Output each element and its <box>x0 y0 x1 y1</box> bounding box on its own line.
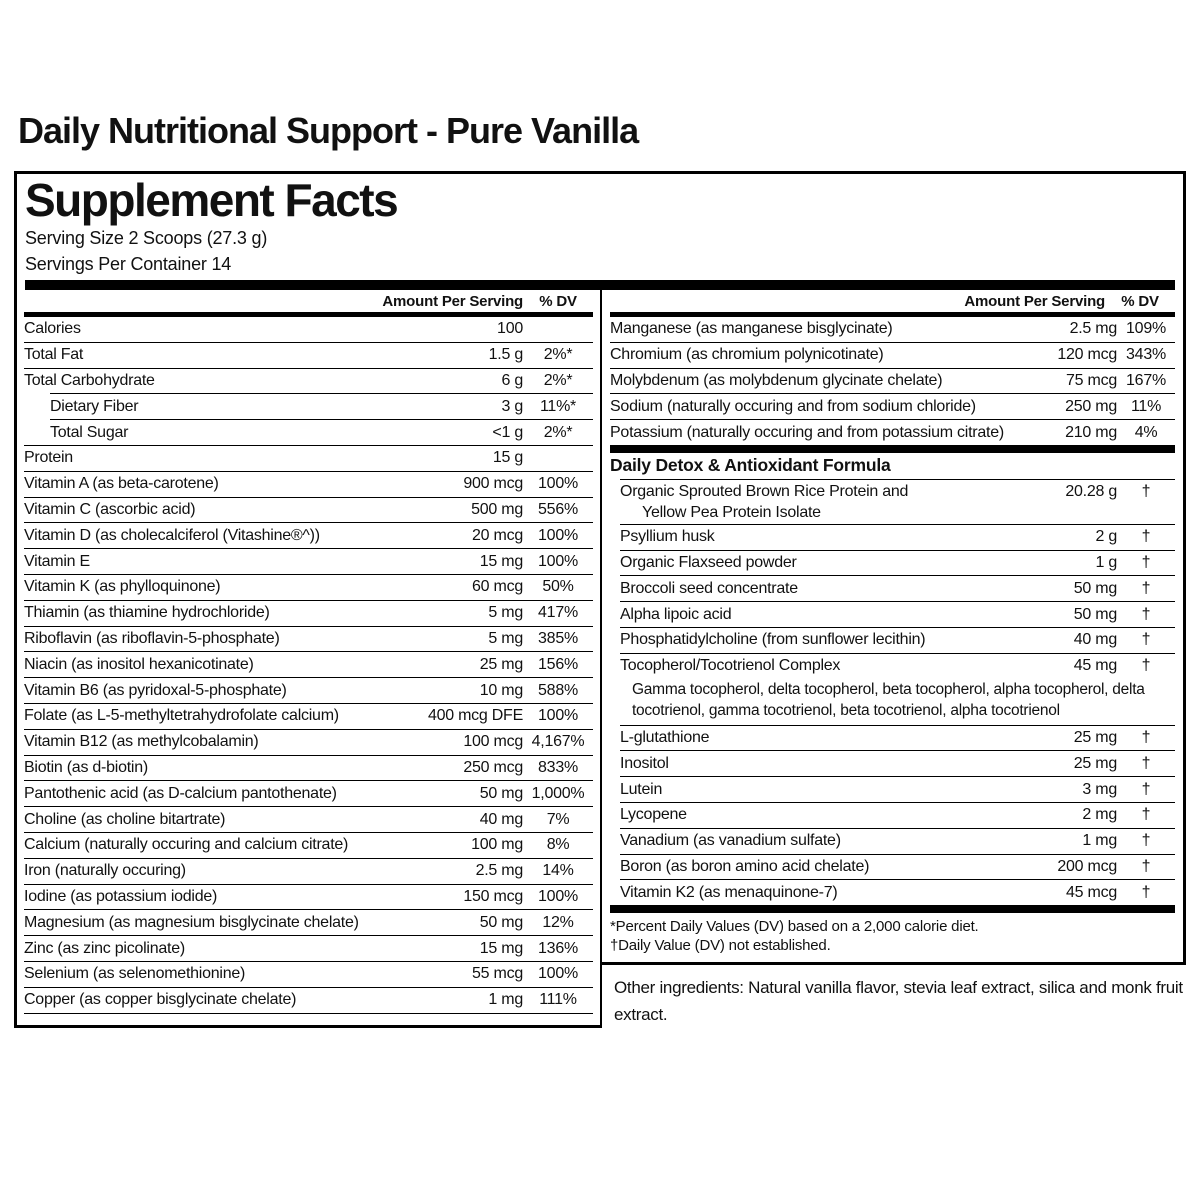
ingredient-amount: 40 mg <box>479 810 523 828</box>
ingredient-dv: 109% <box>1126 320 1166 338</box>
ingredient-amount: 10 mg <box>479 681 523 699</box>
ingredient-name: Vitamin B12 (as methylcobalamin) <box>24 733 259 751</box>
table-row <box>24 884 593 910</box>
table-row <box>24 574 593 600</box>
ingredient-amount: 1 mg <box>1082 832 1117 850</box>
ingredient-name: Boron (as boron amino acid chelate) <box>620 857 870 875</box>
other-ingredients: Other ingredients: Natural vanilla flavor, stevia leaf extract, silica and monk fruit extract. <box>614 978 1183 1025</box>
supplement-facts-title: Supplement Facts <box>25 174 398 226</box>
table-row <box>620 776 1175 802</box>
ingredient-name: Biotin (as d-biotin) <box>24 758 148 776</box>
ingredient-dv: 385% <box>538 629 578 647</box>
ingredient-dv: 12% <box>542 913 574 931</box>
ingredient-dv: 11% <box>1130 397 1162 415</box>
ingredient-amount: 55 mcg <box>472 965 523 983</box>
table-row <box>620 725 1175 751</box>
ingredient-dv: 4,167% <box>531 733 585 751</box>
left-column-header <box>24 290 593 312</box>
ingredient-name: Vitamin K2 (as menaquinone-7) <box>620 883 838 901</box>
ingredient-name: Zinc (as zinc picolinate) <box>24 939 185 957</box>
ingredient-name: Copper (as copper bisglycinate chelate) <box>24 991 297 1009</box>
table-row <box>610 342 1175 368</box>
ingredient-dv: 343% <box>1126 346 1166 364</box>
ingredient-name: Choline (as choline bitartrate) <box>24 810 226 828</box>
ingredient-amount: 2.5 mg <box>1069 320 1117 338</box>
ingredient-amount: 150 mcg <box>463 887 523 905</box>
ingredient-dv: 2%* <box>543 371 573 389</box>
ingredient-amount: <1 g <box>492 423 523 441</box>
ingredient-amount: 25 mg <box>1073 754 1117 772</box>
page-title: Daily Nutritional Support - Pure Vanilla <box>18 110 639 151</box>
ingredient-amount: 120 mcg <box>1057 346 1117 364</box>
ingredient-dv: † <box>1141 754 1151 772</box>
ingredient-dv: 111% <box>539 991 577 1009</box>
serving-size: Serving Size 2 Scoops (27.3 g) <box>25 227 268 248</box>
ingredient-amount: 5 mg <box>488 604 523 622</box>
ingredient-name: Riboflavin (as riboflavin-5-phosphate) <box>24 629 280 647</box>
ingredient-dv: † <box>1141 780 1151 798</box>
ingredient-amount: 200 mcg <box>1057 857 1117 875</box>
ingredient-dv: † <box>1141 579 1151 597</box>
ingredient-name: Vitamin C (ascorbic acid) <box>24 500 196 518</box>
table-row <box>620 550 1175 576</box>
ingredient-name: Organic Flaxseed powder <box>620 553 797 571</box>
divider-bar-thick <box>610 905 1175 913</box>
ingredient-dv: 417% <box>538 604 578 622</box>
table-row <box>24 600 593 626</box>
ingredient-dv: 4% <box>1134 423 1158 441</box>
ingredient-dv: 833% <box>538 758 578 776</box>
ingredient-dv: † <box>1141 553 1151 571</box>
table-row <box>610 368 1175 394</box>
ingredient-amount: 250 mcg <box>463 758 523 776</box>
footnotes <box>610 913 1175 962</box>
table-row <box>620 575 1175 601</box>
ingredient-dv: † <box>1141 528 1151 546</box>
ingredient-dv: 14% <box>542 862 574 880</box>
table-row <box>610 317 1175 342</box>
table-row <box>24 909 593 935</box>
table-row <box>620 627 1175 653</box>
ingredient-dv: 156% <box>538 655 578 673</box>
table-row <box>50 419 593 445</box>
ingredient-name: Total Fat <box>24 346 84 364</box>
table-row <box>24 677 593 703</box>
ingredient-amount: 15 mg <box>479 939 523 957</box>
ingredient-amount: 500 mg <box>471 500 523 518</box>
table-row <box>24 548 593 574</box>
ingredient-name: Folate (as L-5-methyltetrahydrofolate calcium) <box>24 707 339 725</box>
ingredient-amount: 50 mg <box>479 913 523 931</box>
ingredient-amount: 1 g <box>1095 553 1117 571</box>
ingredient-name: Vitamin D (as cholecalciferol (Vitashine®^)) <box>24 526 320 544</box>
ingredient-amount: 50 mg <box>1073 605 1117 623</box>
ingredient-sub-components: Gamma tocopherol, delta tocopherol, beta tocopherol, alpha tocopherol, delta tocotrienol, gamma tocotrienol, beta tocotrienol, alpha tocotrienol <box>632 680 1145 720</box>
right-mineral-rows <box>610 317 1175 445</box>
ingredient-name: Dietary Fiber <box>50 397 139 415</box>
bottom-spacer <box>24 1013 593 1025</box>
ingredient-dv: 1,000% <box>531 784 585 802</box>
ingredient-dv: † <box>1141 605 1151 623</box>
ingredient-dv: † <box>1141 631 1151 649</box>
ingredient-name: Potassium (naturally occuring and from potassium citrate) <box>610 423 1004 441</box>
ingredient-dv: 7% <box>546 810 570 828</box>
ingredient-amount: 25 mg <box>1073 728 1117 746</box>
ingredient-amount: 20 mcg <box>472 526 523 544</box>
ingredient-amount: 3 g <box>501 397 523 415</box>
table-row <box>24 755 593 781</box>
ingredient-amount: 2 mg <box>1082 806 1117 824</box>
ingredient-name: Calories <box>24 320 81 338</box>
ingredient-name: Selenium (as selenomethionine) <box>24 965 246 983</box>
ingredient-name: Pantothenic acid (as D-calcium pantothenate) <box>24 784 337 802</box>
ingredient-dv: 100% <box>538 475 578 493</box>
ingredient-amount: 40 mg <box>1073 631 1117 649</box>
ingredient-amount: 15 mg <box>479 552 523 570</box>
ingredient-amount: 50 mg <box>479 784 523 802</box>
ingredient-dv: 2%* <box>543 346 573 364</box>
ingredient-amount: 25 mg <box>479 655 523 673</box>
ingredient-name: L-glutathione <box>620 728 710 746</box>
detox-rows <box>610 479 1175 905</box>
table-row <box>620 828 1175 854</box>
ingredient-name: Vitamin K (as phylloquinone) <box>24 578 221 596</box>
ingredient-amount: 45 mg <box>1073 657 1117 675</box>
table-row <box>24 987 593 1013</box>
supplement-facts-header <box>14 171 1186 290</box>
table-row <box>24 497 593 523</box>
ingredient-dv: 2%* <box>543 423 573 441</box>
table-row <box>24 522 593 548</box>
table-row <box>610 393 1175 419</box>
ingredient-name-line2: Yellow Pea Protein Isolate <box>642 504 821 522</box>
ingredient-dv: † <box>1141 657 1151 675</box>
table-row <box>24 342 593 368</box>
ingredient-name: Total Sugar <box>50 423 129 441</box>
table-row <box>24 858 593 884</box>
ingredient-dv: † <box>1141 883 1151 901</box>
ingredient-dv: † <box>1141 728 1151 746</box>
ingredient-amount: 100 mg <box>471 836 523 854</box>
table-row <box>24 703 593 729</box>
detox-section-heading: Daily Detox & Antioxidant Formula <box>610 455 891 476</box>
left-column <box>14 290 602 1028</box>
ingredient-amount: 100 <box>497 320 523 338</box>
divider-bar-thick <box>610 445 1175 453</box>
table-row <box>24 729 593 755</box>
right-column-header <box>610 290 1175 312</box>
ingredient-amount: 3 mg <box>1082 780 1117 798</box>
ingredient-name: Manganese (as manganese bisglycinate) <box>610 320 893 338</box>
table-row <box>50 393 593 419</box>
ingredient-dv: 100% <box>538 965 578 983</box>
ingredient-amount: 250 mg <box>1065 397 1117 415</box>
ingredient-amount: 5 mg <box>488 629 523 647</box>
table-row <box>610 419 1175 445</box>
ingredient-name: Psyllium husk <box>620 528 715 546</box>
ingredient-name: Magnesium (as magnesium bisglycinate chelate) <box>24 913 359 931</box>
ingredient-name: Lutein <box>620 780 663 798</box>
ingredient-name: Lycopene <box>620 806 687 824</box>
ingredient-dv: † <box>1141 832 1151 850</box>
ingredient-dv: 11%* <box>539 397 577 415</box>
table-row <box>24 961 593 987</box>
footnote-percent-dv: *Percent Daily Values (DV) based on a 2,000 calorie diet. <box>610 918 979 936</box>
ingredient-amount: 45 mcg <box>1066 883 1117 901</box>
facts-columns <box>14 290 1186 1028</box>
ingredient-dv: 8% <box>546 836 570 854</box>
ingredient-amount: 210 mg <box>1065 423 1117 441</box>
ingredient-amount: 2.5 mg <box>475 862 523 880</box>
ingredient-dv: 100% <box>538 526 578 544</box>
ingredient-name: Vitamin A (as beta-carotene) <box>24 475 219 493</box>
ingredient-name: Niacin (as inositol hexanicotinate) <box>24 655 254 673</box>
ingredient-dv: 100% <box>538 887 578 905</box>
table-row <box>24 651 593 677</box>
ingredient-name: Inositol <box>620 754 669 772</box>
ingredient-amount: 400 mcg DFE <box>427 707 523 725</box>
amount-per-serving-label: Amount Per Serving <box>964 292 1105 310</box>
table-row <box>620 750 1175 776</box>
table-row <box>24 806 593 832</box>
ingredient-name: Iodine (as potassium iodide) <box>24 887 218 905</box>
table-row <box>620 601 1175 627</box>
table-row <box>24 471 593 497</box>
percent-dv-label: % DV <box>1121 292 1159 310</box>
ingredient-name: Phosphatidylcholine (from sunflower lecithin) <box>620 631 926 649</box>
ingredient-amount: 15 g <box>492 449 523 467</box>
ingredient-dv: † <box>1141 857 1151 875</box>
ingredient-amount: 75 mcg <box>1066 371 1117 389</box>
ingredient-name: Sodium (naturally occuring and from sodium chloride) <box>610 397 976 415</box>
ingredient-name: Vitamin B6 (as pyridoxal-5-phosphate) <box>24 681 287 699</box>
table-row <box>24 935 593 961</box>
right-column-box <box>602 290 1186 965</box>
ingredient-amount: 20.28 g <box>1065 483 1117 501</box>
ingredient-name: Alpha lipoic acid <box>620 605 732 623</box>
table-row <box>24 832 593 858</box>
ingredient-amount: 2 g <box>1095 528 1117 546</box>
table-row <box>620 802 1175 828</box>
table-row <box>620 524 1175 550</box>
table-row <box>24 626 593 652</box>
ingredient-dv: 588% <box>538 681 578 699</box>
ingredient-name: Molybdenum (as molybdenum glycinate chelate) <box>610 371 943 389</box>
ingredient-name: Chromium (as chromium polynicotinate) <box>610 346 884 364</box>
ingredient-amount: 1 mg <box>488 991 523 1009</box>
ingredient-name: Iron (naturally occuring) <box>24 862 186 880</box>
ingredient-name: Thiamin (as thiamine hydrochloride) <box>24 604 270 622</box>
table-row <box>24 780 593 806</box>
ingredient-dv: 50% <box>542 578 574 596</box>
ingredient-dv: 556% <box>538 500 578 518</box>
footnote-dagger: †Daily Value (DV) not established. <box>610 937 831 955</box>
ingredient-dv: 136% <box>538 939 578 957</box>
ingredient-amount: 6 g <box>501 371 523 389</box>
ingredient-name: Tocopherol/Tocotrienol Complex <box>620 657 841 675</box>
ingredient-amount: 50 mg <box>1073 579 1117 597</box>
table-row <box>620 879 1175 905</box>
amount-per-serving-label: Amount Per Serving <box>382 292 523 310</box>
table-row <box>620 854 1175 880</box>
ingredient-name: Broccoli seed concentrate <box>620 579 798 597</box>
ingredient-dv: † <box>1141 483 1151 501</box>
table-row <box>620 479 1175 524</box>
right-column <box>602 290 1186 1028</box>
table-row <box>24 368 593 394</box>
ingredient-name: Protein <box>24 449 73 467</box>
table-row <box>24 445 593 471</box>
ingredient-amount: 60 mcg <box>472 578 523 596</box>
ingredient-amount: 900 mcg <box>463 475 523 493</box>
left-rows <box>24 317 593 1013</box>
table-row <box>620 653 1175 725</box>
ingredient-dv: † <box>1141 806 1151 824</box>
percent-dv-label: % DV <box>539 292 577 310</box>
servings-per-container: Servings Per Container 14 <box>25 253 232 274</box>
ingredient-dv: 100% <box>538 552 578 570</box>
ingredient-name: Total Carbohydrate <box>24 371 155 389</box>
ingredient-dv: 100% <box>538 707 578 725</box>
ingredient-dv: 167% <box>1126 371 1166 389</box>
ingredient-name: Vanadium (as vanadium sulfate) <box>620 832 841 850</box>
ingredient-name: Vitamin E <box>24 552 90 570</box>
ingredient-amount: 100 mcg <box>463 733 523 751</box>
ingredient-name: Organic Sprouted Brown Rice Protein and <box>620 483 909 501</box>
ingredient-name: Calcium (naturally occuring and calcium citrate) <box>24 836 349 854</box>
ingredient-amount: 1.5 g <box>488 346 523 364</box>
divider-bar-thick <box>25 280 1175 290</box>
table-row <box>24 317 593 342</box>
